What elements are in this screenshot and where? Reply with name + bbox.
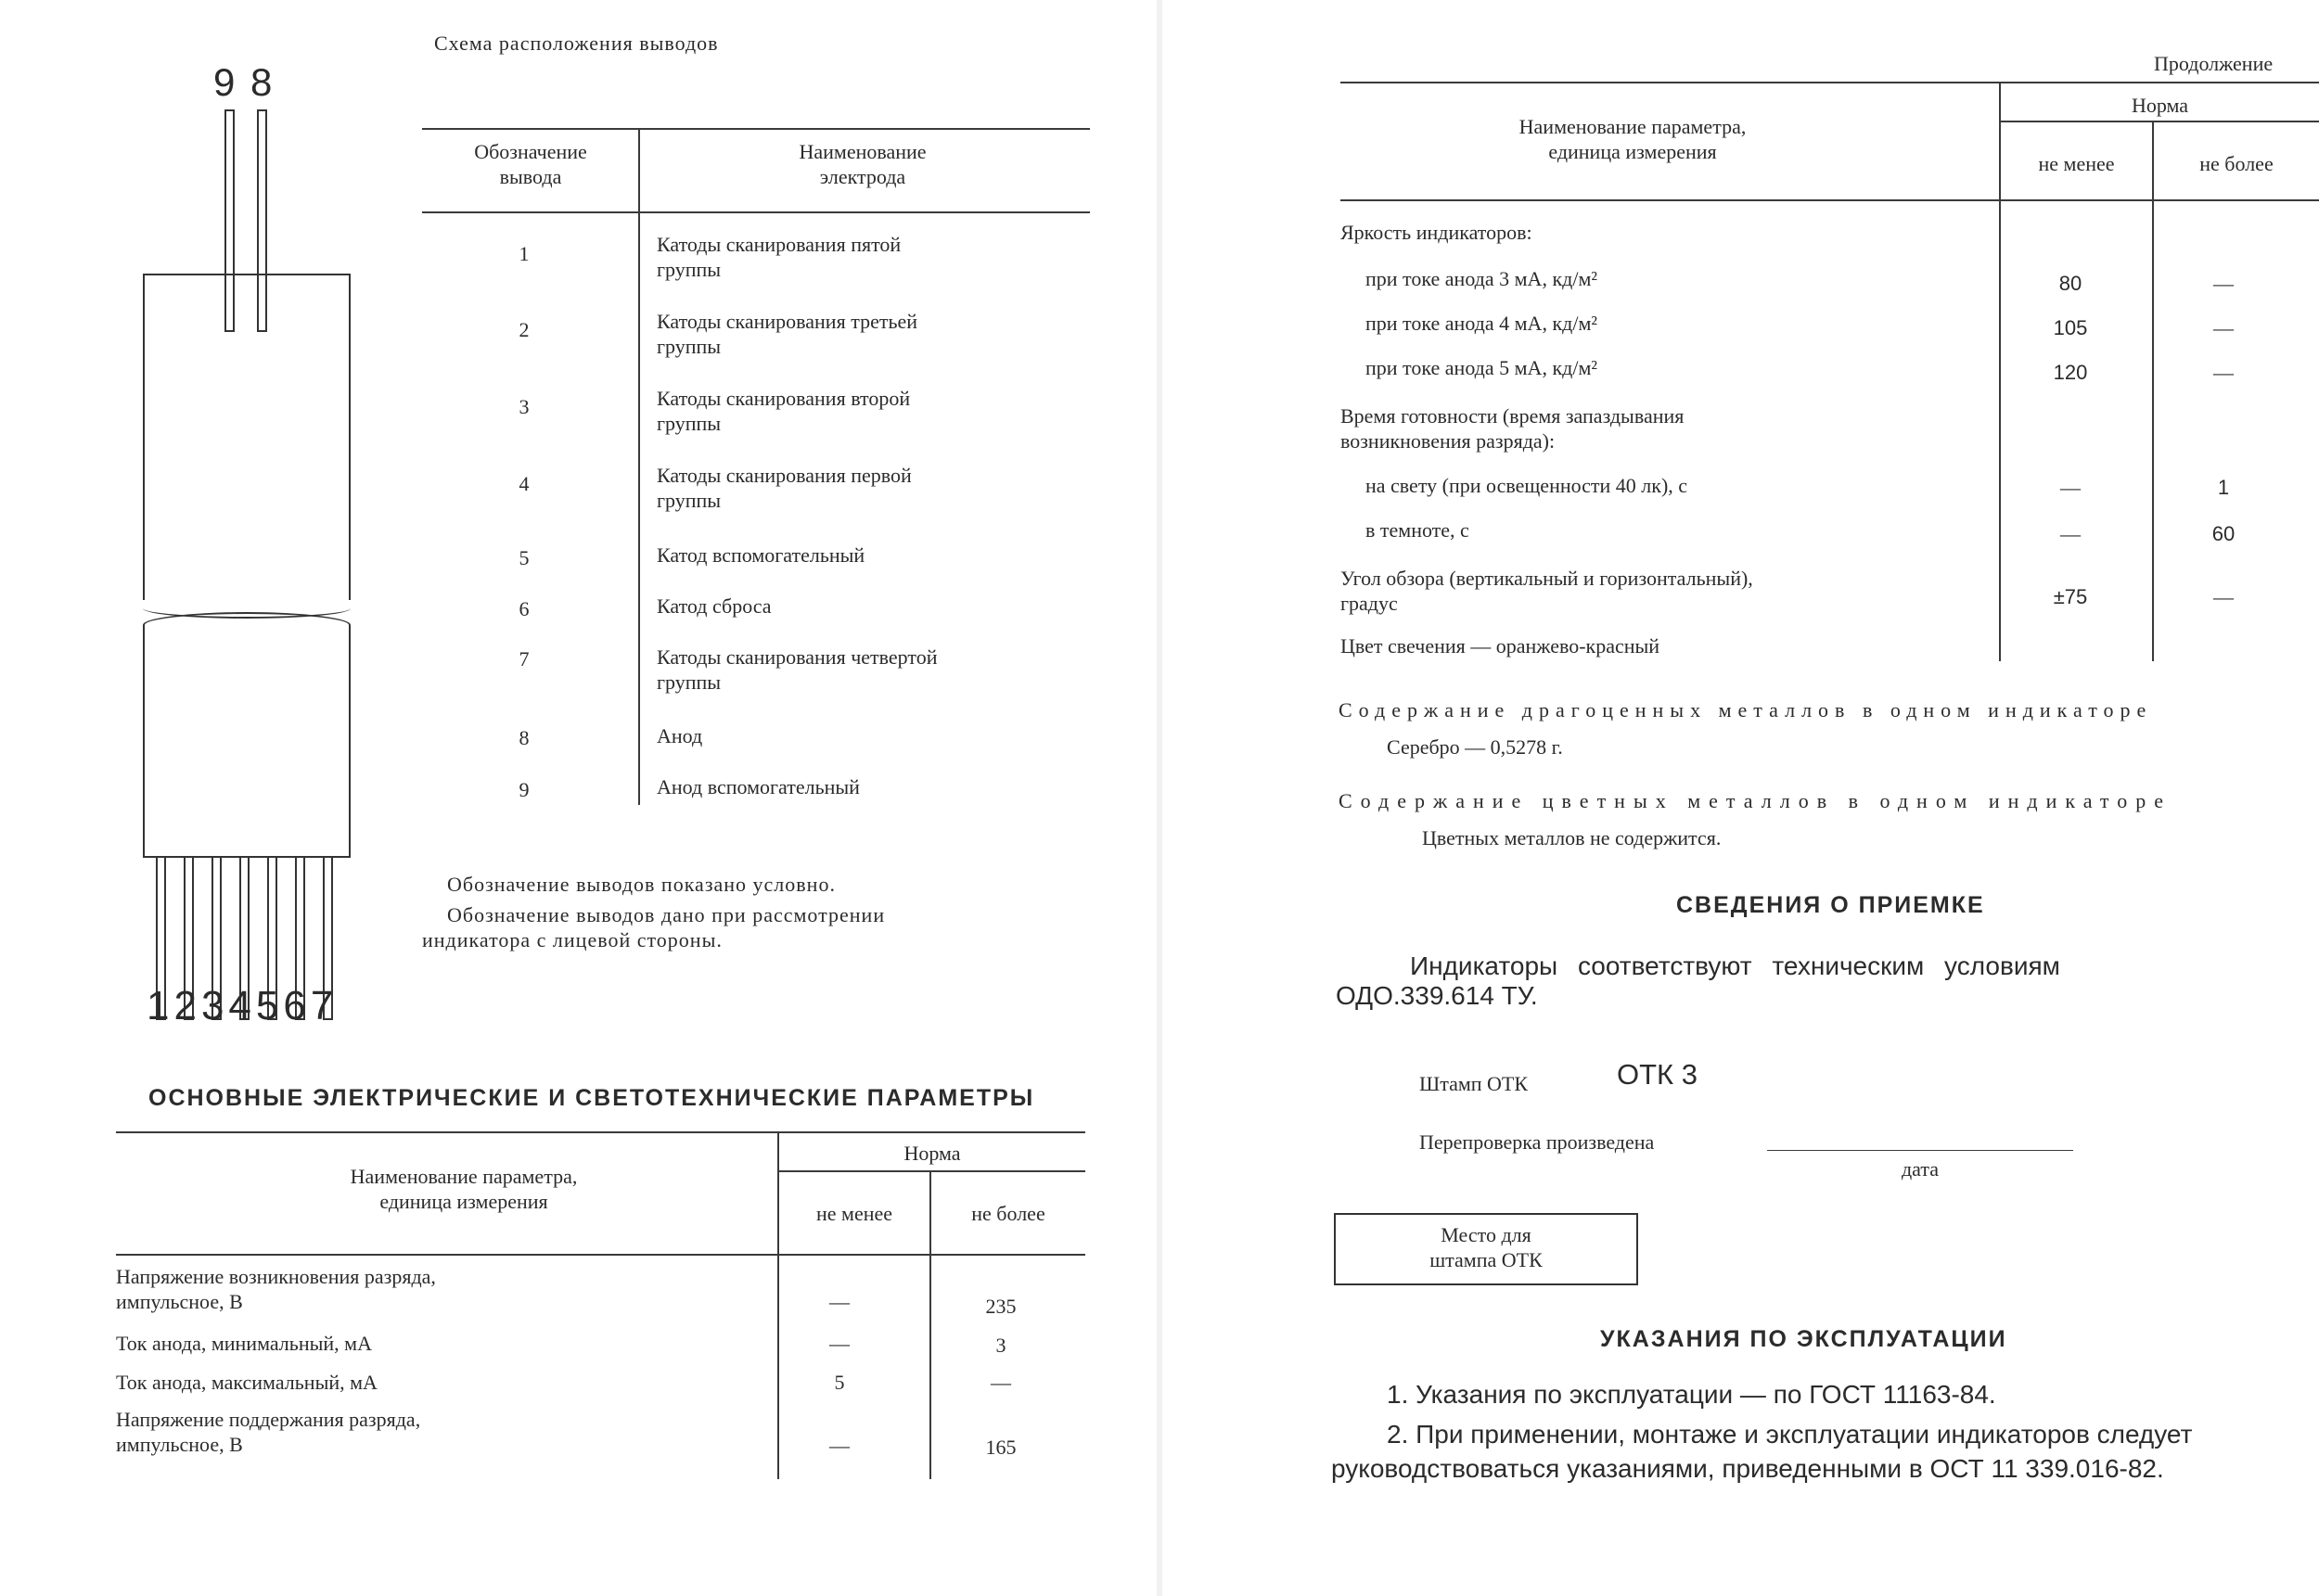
pinout-note-1: Обозначение выводов показано условно. (447, 873, 836, 896)
continuation-label: Продолжение (2154, 52, 2274, 75)
pinout-pin: 5 (519, 546, 530, 569)
cont-header-max: не более (2199, 152, 2274, 175)
cont-header-norm: Норма (2131, 94, 2189, 117)
precious-value: Серебро — 0,5278 г. (1387, 735, 1563, 759)
pinout-col-divider (638, 128, 640, 211)
pinout-title: Схема расположения выводов (434, 32, 719, 55)
usage-item-1: 1. Указания по эксплуатации — по ГОСТ 11163-84. (1387, 1380, 1996, 1409)
params-row-name: Ток анода, минимальный, мА (116, 1332, 372, 1355)
pinout-name: Катоды сканирования второй группы (657, 387, 911, 435)
diagram-top-pin-9: 9 (213, 60, 236, 104)
params-row-name: Ток анода, максимальный, мА (116, 1371, 378, 1394)
params-row-max: 3 (995, 1334, 1006, 1357)
ready-row-max: 60 (2211, 522, 2236, 545)
diagram-top-pin-8: 8 (250, 60, 273, 104)
params-row-min: — (829, 1290, 850, 1313)
usage-title: УКАЗАНИЯ ПО ЭКСПЛУАТАЦИИ (1600, 1326, 2007, 1352)
cont-header-min: не менее (2038, 152, 2115, 175)
params-header-max: не более (971, 1202, 1045, 1225)
pinout-header-rule (422, 211, 1090, 213)
brightness-row-min: 120 (2053, 361, 2088, 384)
pinout-pin: 3 (519, 395, 530, 418)
cont-header-name: Наименование параметра, единица измерения (1518, 115, 1747, 163)
brightness-row-name: при токе анода 3 мА, кд/м² (1365, 267, 1597, 290)
pinout-pin: 6 (519, 597, 530, 620)
cont-col-divider-2 (2152, 121, 2154, 661)
pinout-pin: 8 (519, 726, 530, 749)
pinout-pin: 4 (519, 472, 530, 495)
params-row-name: Напряжение поддержания разряда, импульсное, В (116, 1408, 421, 1456)
usage-item-2a: 2. При применении, монтаже и эксплуатации индикаторов следует (1387, 1420, 2193, 1449)
pinout-header-name: Наименование электрода (799, 140, 927, 188)
params-row-name: Напряжение возникновения разряда, импульсное, В (116, 1265, 436, 1313)
stamp-value: ОТК 3 (1617, 1058, 1698, 1091)
pinout-header-pin: Обозначение вывода (474, 140, 587, 188)
pinout-name: Анод (657, 724, 703, 747)
params-norm-rule (779, 1170, 1085, 1172)
pinout-name: Катоды сканирования четвертой группы (657, 645, 938, 694)
indicator-body-lower (143, 612, 351, 858)
cont-header-rule (1340, 199, 2319, 201)
brightness-row-min: 105 (2053, 316, 2088, 339)
recheck-date: дата (1901, 1157, 1940, 1181)
angle-label: Угол обзора (вертикальный и горизонтальный), градус (1340, 567, 1753, 615)
pinout-name: Катод сброса (657, 594, 772, 618)
color-row: Цвет свечения — оранжево-красный (1340, 634, 1660, 658)
indicator-body-upper (143, 274, 351, 600)
pinout-note-2b: индикатора с лицевой стороны. (422, 928, 723, 951)
indicator-diagram (130, 56, 371, 1029)
stamp-label: Штамп ОТК (1419, 1072, 1529, 1095)
pinout-name: Катод вспомогательный (657, 543, 865, 567)
ready-row-min: — (2060, 476, 2081, 499)
otk-stamp-box-text: Место для штампа ОТК (1429, 1223, 1543, 1271)
params-top-rule (116, 1131, 1085, 1133)
brightness-row-max: — (2213, 316, 2234, 339)
params-header-min: не менее (815, 1202, 893, 1225)
cont-top-rule (1340, 82, 2319, 83)
pinout-name: Анод вспомогательный (657, 775, 860, 798)
cont-norm-rule (2001, 121, 2319, 122)
params-row-min: 5 (834, 1371, 845, 1394)
acceptance-line-1: Индикаторы соответствуют техническим условиям (1410, 951, 2060, 980)
brightness-row-name: при токе анода 5 мА, кд/м² (1365, 356, 1597, 379)
nonferrous-value: Цветных металлов не содержится. (1422, 826, 1722, 849)
ready-row-name: на свету (при освещенности 40 лк), с (1365, 474, 1688, 497)
pinout-col-divider-body (638, 211, 640, 805)
brightness-row-max: — (2213, 361, 2234, 384)
params-row-max: 165 (985, 1436, 1017, 1459)
params-title: ОСНОВНЫЕ ЭЛЕКТРИЧЕСКИЕ И СВЕТОТЕХНИЧЕСКИЕ ПАРАМЕТРЫ (148, 1085, 1035, 1111)
diagram-bottom-pins: 1234567 (147, 983, 339, 1028)
pinout-name: Катоды сканирования пятой группы (657, 233, 902, 281)
angle-max: — (2213, 585, 2234, 608)
params-header-rule (116, 1254, 1085, 1256)
pinout-pin: 9 (519, 778, 530, 801)
ready-row-name: в темноте, с (1365, 518, 1469, 542)
ready-row-max: 1 (2217, 476, 2230, 499)
pinout-pin: 1 (519, 242, 530, 265)
pinout-pin: 2 (519, 318, 530, 341)
acceptance-title: СВЕДЕНИЯ О ПРИЕМКЕ (1676, 892, 1985, 918)
recheck-date-line (1767, 1150, 2073, 1151)
pinout-note-2a: Обозначение выводов дано при рассмотрении (447, 903, 886, 926)
ready-row-min: — (2060, 522, 2081, 545)
params-row-min: — (829, 1434, 850, 1457)
params-header-norm: Норма (903, 1142, 961, 1165)
usage-item-2b: руководствоваться указаниями, приведенными в ОСТ 11 339.016-82. (1331, 1454, 2164, 1483)
recheck-label: Перепроверка произведена (1419, 1130, 1655, 1154)
pinout-pin: 7 (519, 647, 530, 670)
pinout-top-rule (422, 128, 1090, 130)
precious-heading: Содержание драгоценных металлов в одном индикаторе (1339, 698, 2153, 721)
brightness-row-name: при токе анода 4 мА, кд/м² (1365, 312, 1597, 335)
pinout-name: Катоды сканирования первой группы (657, 464, 912, 512)
brightness-row-min: 80 (2058, 272, 2082, 295)
brightness-label: Яркость индикаторов: (1340, 221, 1532, 244)
brightness-row-max: — (2213, 272, 2234, 295)
params-row-max: — (991, 1371, 1011, 1394)
nonferrous-heading: Содержание цветных металлов в одном индикаторе (1339, 789, 2172, 812)
angle-min: ±75 (2053, 585, 2088, 608)
params-header-name: Наименование параметра, единица измерения (350, 1165, 578, 1213)
right-page (1160, 0, 2319, 1596)
params-row-max: 235 (985, 1295, 1017, 1318)
pinout-name: Катоды сканирования третьей группы (657, 310, 918, 358)
params-row-min: — (829, 1332, 850, 1355)
ready-label: Время готовности (время запаздывания возникновения разряда): (1340, 404, 1685, 453)
acceptance-line-2: ОДО.339.614 ТУ. (1336, 981, 1538, 1010)
